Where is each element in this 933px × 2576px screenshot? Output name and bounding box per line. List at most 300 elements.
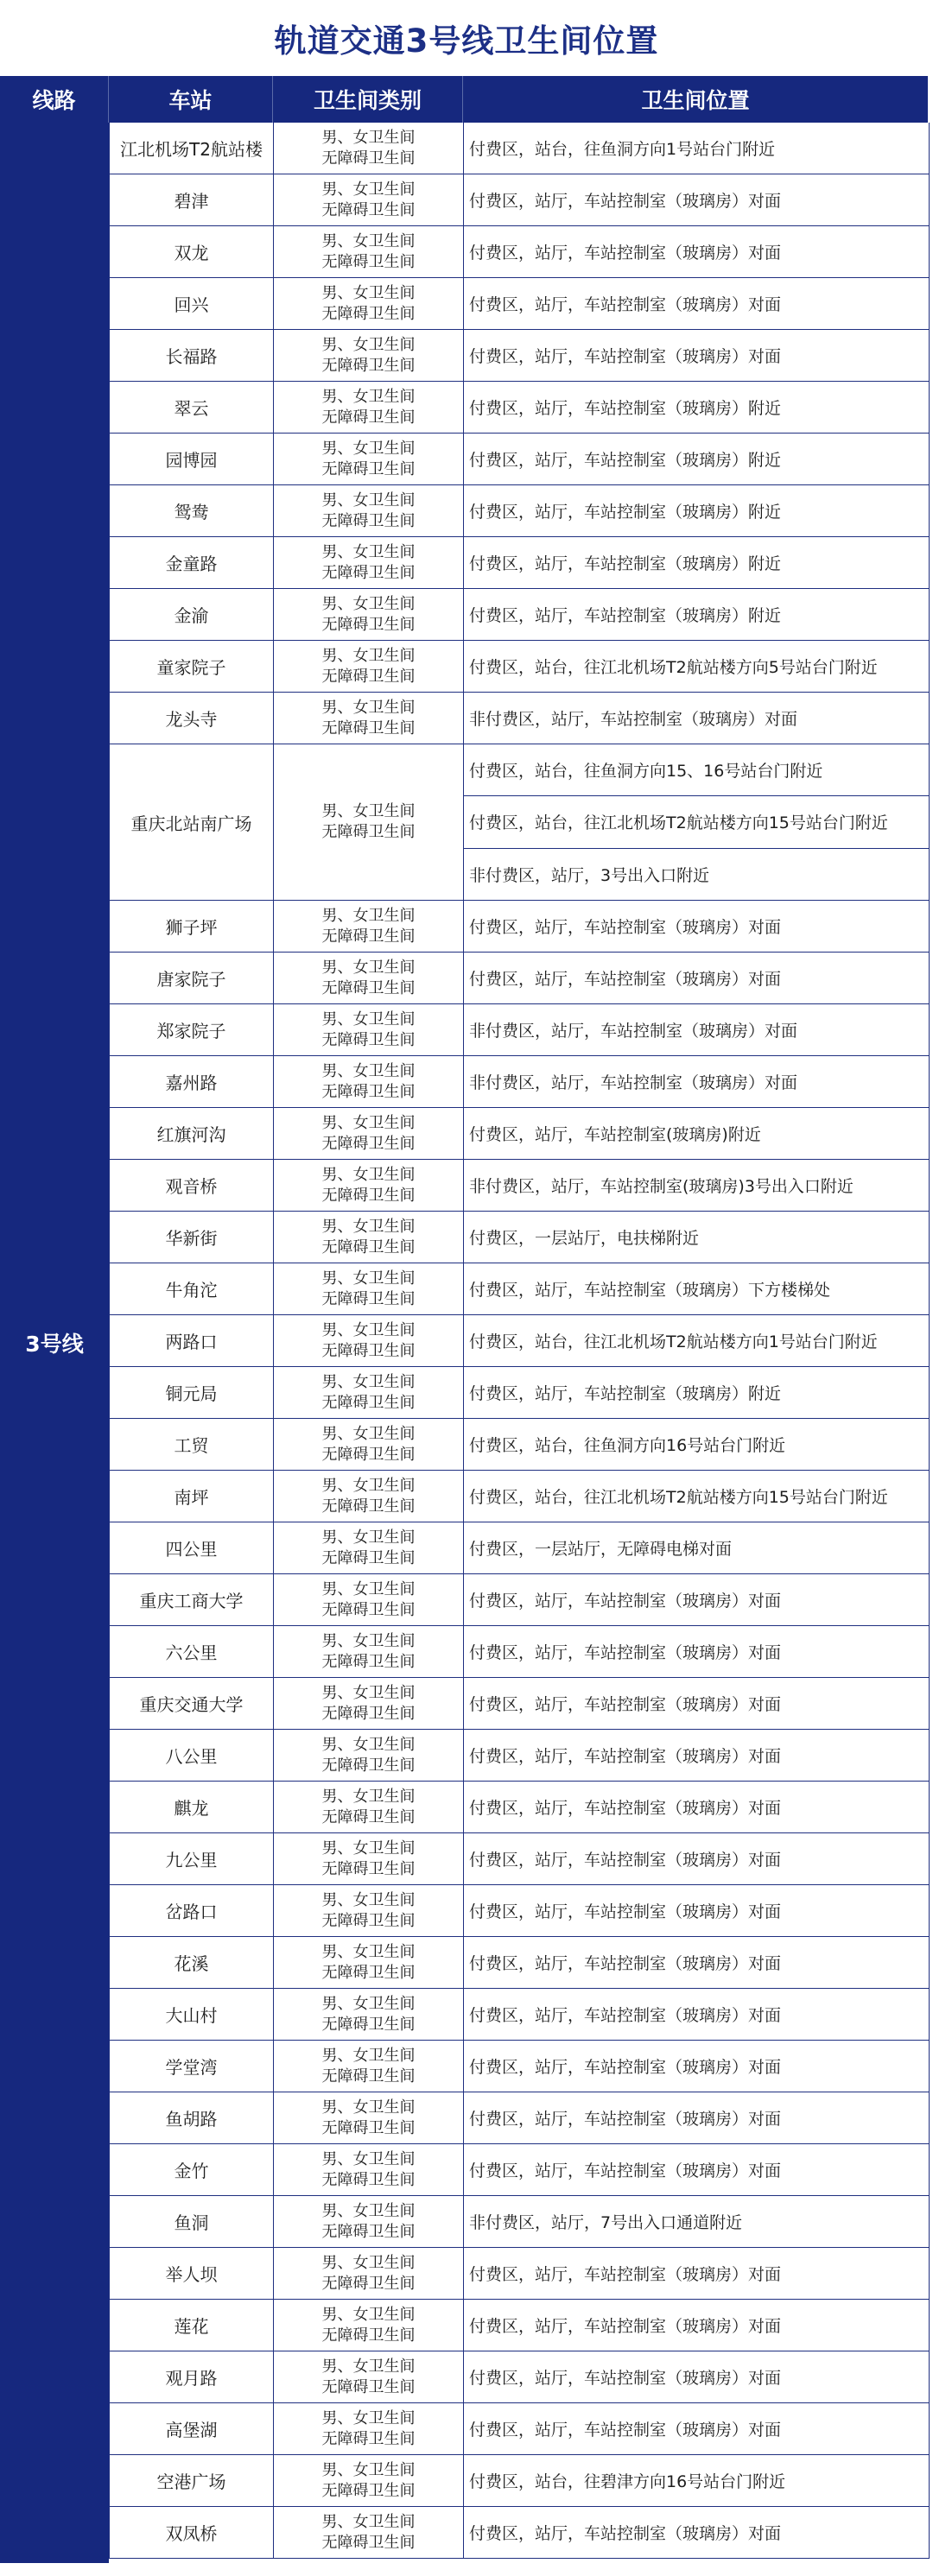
toilet-type-line: 男、女卫生间 [321,2305,416,2324]
toilet-type [274,1522,464,1573]
toilet-type [274,953,464,1003]
toilet-type-line: 男、女卫生间 [321,2098,416,2117]
toilet-type-accessible: 无障碍卫生间 [321,2274,416,2293]
location-text: 付费区，站台，往鱼洞方向16号站台门附近 [469,1436,786,1455]
station-name: 举人坝 [110,2248,274,2299]
location-text: 付费区，站厅，车站控制室（玻璃房）对面 [469,2110,782,2129]
toilet-type-accessible: 无障碍卫生间 [321,1756,416,1775]
table-row [109,1574,930,1626]
toilet-type-accessible: 无障碍卫生间 [321,978,416,997]
toilet-type [274,278,464,329]
toilet-type-accessible: 无障碍卫生间 [321,408,416,427]
toilet-type-line: 男、女卫生间 [321,1217,416,1236]
table-row [109,1315,930,1367]
toilet-type-line: 男、女卫生间 [321,231,416,250]
line-cell [0,123,109,2563]
table-row [109,434,930,485]
table-row [109,2196,930,2248]
table-row [109,1782,930,1833]
station-name: 九公里 [110,1833,274,1884]
toilet-type-line: 男、女卫生间 [321,2149,416,2168]
toilet-type-line: 男、女卫生间 [321,1787,416,1806]
toilet-location [464,1885,929,1936]
header-location: 卫生间位置 [463,76,928,123]
toilet-type [274,744,464,900]
toilet-type [274,1833,464,1884]
toilet-type-line: 男、女卫生间 [321,439,416,458]
station-name: 高堡湖 [110,2403,274,2454]
station-name: 观音桥 [110,1160,274,1211]
station-name: 大山村 [110,1989,274,2040]
toilet-type [274,2196,464,2247]
toilet-type-accessible: 无障碍卫生间 [321,1704,416,1723]
header-type: 卫生间类别 [273,76,463,123]
toilet-type-accessible: 无障碍卫生间 [321,511,416,530]
toilet-type [274,2092,464,2143]
table-row [109,1419,930,1471]
station-name: 学堂湾 [110,2041,274,2092]
toilet-type [274,1315,464,1366]
toilet-type [274,537,464,588]
toilet-type-accessible: 无障碍卫生间 [321,149,416,168]
station-name: 重庆北站南广场 [110,744,274,900]
toilet-type-line: 男、女卫生间 [321,491,416,510]
station-name: 狮子坪 [110,901,274,952]
toilet-type [274,641,464,692]
toilet-type [274,2403,464,2454]
toilet-type [274,1626,464,1677]
station-name: 郑家院子 [110,1004,274,1055]
toilet-type-line: 男、女卫生间 [321,958,416,977]
toilet-type-accessible: 无障碍卫生间 [321,1289,416,1308]
toilet-location [464,1056,929,1107]
toilet-location [464,1833,929,1884]
location-text: 付费区，站台，往江北机场T2航站楼方向1号站台门附近 [469,1332,878,1351]
page-title: 轨道交通3号线卫生间位置 [274,22,659,60]
location-text: 付费区，站厅，车站控制室（玻璃房）对面 [469,192,782,211]
toilet-type-line: 男、女卫生间 [321,1061,416,1080]
toilet-type [274,1471,464,1522]
table-row [109,330,930,382]
toilet-type-line: 男、女卫生间 [321,2408,416,2427]
toilet-location [464,278,929,329]
table-row [109,1108,930,1160]
station-name: 碧津 [110,174,274,225]
location-text: 付费区，站厅，车站控制室（玻璃房）附近 [469,399,782,418]
toilet-type [274,693,464,744]
toilet-type [274,1419,464,1470]
toilet-type-line: 男、女卫生间 [321,2046,416,2065]
toilet-type-accessible: 无障碍卫生间 [321,1341,416,1360]
location-text: 付费区，站厅，车站控制室（玻璃房）对面 [469,2524,782,2543]
toilet-type-accessible: 无障碍卫生间 [321,1237,416,1256]
station-name: 园博园 [110,434,274,484]
toilet-type [274,1160,464,1211]
toilet-location [464,2248,929,2299]
location-text: 付费区，站厅，车站控制室（玻璃房）对面 [469,295,782,314]
station-name: 六公里 [110,1626,274,1677]
station-name: 金竹 [110,2144,274,2195]
toilet-type [274,1056,464,1107]
station-name: 花溪 [110,1937,274,1988]
toilet-type-accessible: 无障碍卫生间 [321,2481,416,2500]
table-row [109,2041,930,2092]
toilet-location [464,1004,929,1055]
location-text: 付费区，站厅，车站控制室（玻璃房）对面 [469,1643,782,1662]
table-row [109,901,930,953]
toilet-location [464,1989,929,2040]
toilet-type [274,1989,464,2040]
station-name: 工贸 [110,1419,274,1470]
toilet-type [274,1367,464,1418]
toilet-location [464,226,929,277]
toilet-location [464,1212,929,1263]
toilet-type-line: 男、女卫生间 [321,594,416,613]
toilet-location [464,2144,929,2195]
toilet-type-accessible: 无障碍卫生间 [321,1652,416,1671]
toilet-location [464,1730,929,1781]
toilet-location [464,1315,929,1366]
table-row [109,1004,930,1056]
toilet-location [464,2300,929,2351]
toilet-type-accessible: 无障碍卫生间 [321,252,416,271]
toilet-type-accessible: 无障碍卫生间 [321,1548,416,1567]
table-row [109,2144,930,2196]
location-text: 付费区，站厅，车站控制室（玻璃房）对面 [469,2058,782,2077]
table-row [109,485,930,537]
station-name: 回兴 [110,278,274,329]
location-text: 付费区，站厅，车站控制室（玻璃房）对面 [469,347,782,366]
toilet-type-accessible: 无障碍卫生间 [321,615,416,634]
toilet-type-accessible: 无障碍卫生间 [321,1445,416,1464]
location-text: 付费区，站台，往碧津方向16号站台门附近 [469,2472,786,2491]
table-row [109,641,930,693]
location-text: 非付费区，站厅，车站控制室（玻璃房）对面 [469,1022,798,1041]
station-name: 龙头寺 [110,693,274,744]
station-name: 双龙 [110,226,274,277]
location-text: 付费区，站台，往江北机场T2航站楼方向5号站台门附近 [469,658,878,677]
toilet-type [274,1730,464,1781]
toilet-type [274,1885,464,1936]
toilet-type-line: 男、女卫生间 [321,387,416,406]
toilet-type-accessible: 无障碍卫生间 [321,927,416,946]
location-text: 付费区，站厅，车站控制室（玻璃房）对面 [469,1799,782,1818]
toilet-type [274,2300,464,2351]
table-row [109,589,930,641]
station-name: 莲花 [110,2300,274,2351]
toilet-type [274,1678,464,1729]
toilet-table [109,123,930,2559]
location-text: 付费区，站厅，车站控制室（玻璃房）对面 [469,1954,782,1973]
toilet-location [464,1678,929,1729]
toilet-type-line: 男、女卫生间 [321,2253,416,2272]
table-row [109,1212,930,1263]
toilet-type [274,1574,464,1625]
toilet-location [464,1367,929,1418]
location-text: 非付费区，站厅，3号出入口附近 [469,865,710,885]
toilet-location [464,123,929,174]
toilet-type-line: 男、女卫生间 [321,1372,416,1391]
toilet-location [464,1263,929,1314]
toilet-type-accessible: 无障碍卫生间 [321,1186,416,1205]
toilet-type-accessible: 无障碍卫生间 [321,1134,416,1153]
toilet-type [274,2248,464,2299]
toilet-location [464,1574,929,1625]
toilet-type [274,2351,464,2402]
toilet-location [464,744,929,900]
location-text: 付费区，站厅，车站控制室（玻璃房）对面 [469,2369,782,2388]
toilet-type-accessible: 无障碍卫生间 [321,356,416,375]
toilet-location [464,1108,929,1159]
location-text: 付费区，站厅，车站控制室（玻璃房）附近 [469,554,782,573]
station-name: 华新街 [110,1212,274,1263]
toilet-type-line: 男、女卫生间 [321,2460,416,2479]
toilet-type-accessible: 无障碍卫生间 [321,1859,416,1878]
location-text: 付费区，站厅，车站控制室（玻璃房）对面 [469,1747,782,1766]
location-text: 付费区，站厅，车站控制室（玻璃房）对面 [469,244,782,263]
toilet-type [274,2507,464,2558]
toilet-location [464,174,929,225]
location-text: 付费区，站厅，车站控制室（玻璃房）对面 [469,1851,782,1870]
toilet-type-line: 男、女卫生间 [321,128,416,147]
toilet-type-accessible: 无障碍卫生间 [321,1911,416,1930]
table-row [109,953,930,1004]
toilet-type-accessible: 无障碍卫生间 [321,2015,416,2034]
toilet-type-accessible: 无障碍卫生间 [321,563,416,582]
station-name: 唐家院子 [110,953,274,1003]
toilet-location [464,330,929,381]
location-text: 付费区，一层站厅，电扶梯附近 [469,1229,700,1248]
toilet-type-accessible: 无障碍卫生间 [321,1082,416,1101]
table-row [109,2092,930,2144]
toilet-location [464,589,929,640]
location-text: 付费区，站厅，车站控制室（玻璃房）对面 [469,2317,782,2336]
toilet-type-accessible: 无障碍卫生间 [321,1030,416,1049]
location-text: 非付费区，站厅，车站控制室(玻璃房)3号出入口附近 [469,1177,854,1196]
toilet-type [274,589,464,640]
toilet-type [274,174,464,225]
station-name: 铜元局 [110,1367,274,1418]
location-text: 付费区，站厅，车站控制室（玻璃房）附近 [469,451,782,470]
toilet-type-line: 男、女卫生间 [321,2512,416,2531]
toilet-type-line: 男、女卫生间 [321,1994,416,2013]
location-text: 付费区，站台，往江北机场T2航站楼方向15号站台门附近 [469,1488,888,1507]
toilet-location [464,641,929,692]
table-row [109,1678,930,1730]
location-text: 付费区，站厅，车站控制室（玻璃房）附近 [469,1384,782,1403]
table-row [109,123,930,174]
toilet-location [464,1522,929,1573]
station-name: 金童路 [110,537,274,588]
toilet-type [274,1108,464,1159]
table-row [109,2248,930,2300]
toilet-location [464,537,929,588]
toilet-type-accessible: 无障碍卫生间 [321,823,416,841]
header-station: 车站 [109,76,273,123]
toilet-type-line: 男、女卫生间 [321,698,416,717]
station-name: 南坪 [110,1471,274,1522]
toilet-type [274,1004,464,1055]
location-text: 付费区，站厅，车站控制室（玻璃房）附近 [469,606,782,625]
toilet-type-accessible: 无障碍卫生间 [321,718,416,737]
toilet-location [464,2041,929,2092]
location-text: 付费区，站台，往鱼洞方向15、16号站台门附近 [464,744,929,796]
table-row [109,537,930,589]
toilet-type-line: 男、女卫生间 [321,1890,416,1909]
location-text: 非付费区，站厅，车站控制室（玻璃房）对面 [469,710,798,729]
station-name: 麒龙 [110,1782,274,1832]
toilet-type [274,1937,464,1988]
toilet-type [274,2144,464,2195]
toilet-type-accessible: 无障碍卫生间 [321,1600,416,1619]
table-row [109,1730,930,1782]
toilet-type [274,330,464,381]
station-name: 鸳鸯 [110,485,274,536]
table-row [109,1833,930,1885]
location-text: 非付费区，站厅，车站控制室（玻璃房）对面 [469,1073,798,1092]
toilet-type-line: 男、女卫生间 [321,1424,416,1443]
toilet-type [274,123,464,174]
toilet-location [464,382,929,433]
station-name: 江北机场T2航站楼 [110,123,274,174]
table-row [109,1937,930,1989]
toilet-type-accessible: 无障碍卫生间 [321,304,416,323]
title-bar [0,0,933,76]
table-row [109,1471,930,1522]
toilet-type-accessible: 无障碍卫生间 [321,2170,416,2189]
toilet-type-line: 男、女卫生间 [321,283,416,302]
toilet-location [464,2455,929,2506]
station-name: 嘉州路 [110,1056,274,1107]
table-row [109,2351,930,2403]
location-text: 付费区，站厅，车站控制室（玻璃房）对面 [469,1592,782,1611]
toilet-type-line: 男、女卫生间 [321,335,416,354]
toilet-type-accessible: 无障碍卫生间 [321,1807,416,1826]
toilet-location [464,1937,929,1988]
toilet-type [274,901,464,952]
table-row [109,174,930,226]
toilet-type [274,1263,464,1314]
toilet-type-accessible: 无障碍卫生间 [321,1963,416,1982]
location-text: 付费区，站台，往江北机场T2航站楼方向15号站台门附近 [464,796,929,848]
toilet-type-accessible: 无障碍卫生间 [321,2066,416,2085]
station-name: 两路口 [110,1315,274,1366]
station-name: 双凤桥 [110,2507,274,2558]
location-text: 付费区，站厅，车站控制室（玻璃房）对面 [469,1695,782,1714]
station-name: 长福路 [110,330,274,381]
toilet-type-line: 男、女卫生间 [321,2357,416,2376]
header-line: 线路 [0,76,109,123]
station-name: 金渝 [110,589,274,640]
table-row [109,693,930,744]
toilet-type-accessible: 无障碍卫生间 [321,2429,416,2448]
toilet-location [464,485,929,536]
toilet-location [464,1419,929,1470]
station-name: 重庆交通大学 [110,1678,274,1729]
location-text: 付费区，站台，往鱼洞方向1号站台门附近 [469,140,776,159]
toilet-type-accessible: 无障碍卫生间 [321,200,416,219]
toilet-type-line: 男、女卫生间 [321,1683,416,1702]
toilet-location [464,434,929,484]
toilet-location [464,2351,929,2402]
location-text: 付费区，站厅，车站控制室（玻璃房）对面 [469,970,782,989]
station-name: 红旗河沟 [110,1108,274,1159]
table-row [109,2300,930,2351]
location-text: 付费区，站厅，车站控制室(玻璃房)附近 [469,1125,761,1144]
location-text: 非付费区，站厅，7号出入口通道附近 [469,2213,743,2232]
toilet-type-accessible: 无障碍卫生间 [321,2533,416,2552]
toilet-type-line: 男、女卫生间 [321,1631,416,1650]
toilet-location [464,1626,929,1677]
location-text: 付费区，站厅，车站控制室（玻璃房）对面 [469,2161,782,2180]
toilet-type-accessible: 无障碍卫生间 [321,2377,416,2396]
location-text: 付费区，站厅，车站控制室（玻璃房）对面 [469,2006,782,2025]
table-row [109,1522,930,1574]
location-text: 付费区，站厅，车站控制室（玻璃房）下方楼梯处 [469,1281,831,1300]
station-name: 四公里 [110,1522,274,1573]
toilet-type [274,1782,464,1832]
toilet-type-accessible: 无障碍卫生间 [321,2118,416,2137]
toilet-type-line: 男、女卫生间 [321,1942,416,1961]
toilet-type-accessible: 无障碍卫生间 [321,459,416,478]
location-text: 付费区，一层站厅，无障碍电梯对面 [469,1540,733,1559]
station-name: 鱼洞 [110,2196,274,2247]
toilet-type-accessible: 无障碍卫生间 [321,667,416,686]
toilet-type-line: 男、女卫生间 [321,1839,416,1858]
toilet-location [464,1782,929,1832]
station-name: 八公里 [110,1730,274,1781]
table-row [109,1626,930,1678]
toilet-type-accessible: 无障碍卫生间 [321,1497,416,1516]
table-row [109,226,930,278]
table-row [109,2507,930,2559]
location-text: 付费区，站厅，车站控制室（玻璃房）对面 [469,2421,782,2440]
toilet-type-accessible: 无障碍卫生间 [321,1393,416,1412]
table-row [109,1056,930,1108]
toilet-type-line: 男、女卫生间 [321,542,416,561]
table-row [109,1160,930,1212]
toilet-type-line: 男、女卫生间 [321,180,416,199]
toilet-type-line: 男、女卫生间 [321,646,416,665]
location-text: 付费区，站厅，车站控制室（玻璃房）附近 [469,503,782,522]
toilet-location [464,2403,929,2454]
toilet-location [464,1160,929,1211]
toilet-type [274,226,464,277]
station-name: 童家院子 [110,641,274,692]
toilet-type-line: 男、女卫生间 [321,906,416,925]
location-text: 付费区，站厅，车站控制室（玻璃房）对面 [469,2265,782,2284]
toilet-location [464,2196,929,2247]
station-name: 翠云 [110,382,274,433]
toilet-type [274,434,464,484]
table-row [109,1263,930,1315]
toilet-type [274,1212,464,1263]
toilet-type-line: 男、女卫生间 [321,802,416,820]
table-row [109,278,930,330]
toilet-location [464,1471,929,1522]
toilet-type-line: 男、女卫生间 [321,2201,416,2220]
table-row [109,1885,930,1937]
toilet-type-line: 男、女卫生间 [321,1735,416,1754]
toilet-type-line: 男、女卫生间 [321,1579,416,1598]
toilet-type-line: 男、女卫生间 [321,1165,416,1184]
toilet-type-line: 男、女卫生间 [321,1320,416,1339]
toilet-location [464,2507,929,2558]
toilet-type-line: 男、女卫生间 [321,1113,416,1132]
station-name: 空港广场 [110,2455,274,2506]
toilet-type-line: 男、女卫生间 [321,1528,416,1547]
toilet-type-line: 男、女卫生间 [321,1269,416,1288]
